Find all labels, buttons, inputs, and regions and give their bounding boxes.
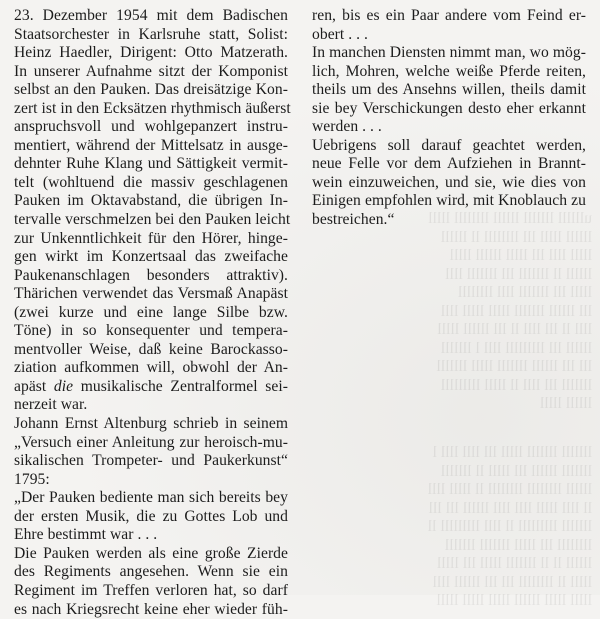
text-line: 23. Dezember 1954 mit dem Badischen [14, 7, 288, 26]
text-line: sikalischen Trompeter- und Paukerkunst“ [14, 452, 288, 471]
text-line: ziation aufkommen will, obwohl der An- [14, 359, 288, 378]
text-segment: apäst [14, 378, 54, 395]
text-line: telt (wohltuend die massiv geschlagenen [14, 174, 288, 193]
text-line: „Versuch einer Anleitung zur heroisch-mu- [14, 434, 288, 453]
text-line: bestreichen.“ [312, 211, 586, 230]
text-line: Pauken im Oktavabstand, die übrigen In- [14, 192, 288, 211]
text-line: Heinz Haedler, Dirigent: Otto Matzerath. [14, 44, 288, 63]
right-text-column [312, 7, 586, 230]
text-line: es nach Kriegsrecht keine eher wieder füh- [14, 601, 288, 619]
text-line: Einigen empfohlen wird, mit Knoblauch zu [312, 192, 586, 211]
text-line: anspruchsvoll und wohlgepanzert instru- [14, 118, 288, 137]
text-line: Thärichen verwendet das Versmaß Anapäst [14, 285, 288, 304]
text-line: gen wirkt im Konzertsaal das zweifache [14, 248, 288, 267]
text-line: lich, Mohren, welche weiße Pferde reiten, [312, 63, 586, 82]
text-line: theils um des Ansehns willen, theils damit [312, 81, 586, 100]
text-line: neue Felle vor dem Aufziehen in Brannt- [312, 155, 586, 174]
text-line: Ehre bestimmt war . . . [14, 526, 288, 545]
text-line: mentiert, während der Mittelsatz in ausge- [14, 137, 288, 156]
text-line: 1795: [14, 471, 288, 490]
text-line: obert . . . [312, 26, 586, 45]
text-line: ren, bis es ein Paar andere vom Feind er- [312, 7, 586, 26]
left-text-column [14, 7, 288, 619]
text-line: sie bey Verschickungen desto eher erkannt [312, 100, 586, 119]
text-line: wein einzuweichen, und sie, wie dies von [312, 174, 586, 193]
text-line [14, 378, 288, 397]
text-line: nerzeit war. [14, 396, 288, 415]
text-line: In manchen Diensten nimmt man, wo mög- [312, 44, 586, 63]
text-line: zur Unkenntlichkeit für den Hörer, hinge- [14, 230, 288, 249]
text-line: der ersten Musik, die zu Gottes Lob und [14, 508, 288, 527]
text-line: Die Pauken werden als eine große Zierde [14, 545, 288, 564]
text-line: Johann Ernst Altenburg schrieb in seinem [14, 415, 288, 434]
text-line: Uebrigens soll darauf geachtet werden, [312, 137, 586, 156]
text-line: Töne) in so konsequenter und tempera- [14, 322, 288, 341]
text-line: Staatsorchester in Karlsruhe statt, Solist: [14, 26, 288, 45]
text-line: (zwei kurze und eine lange Silbe bzw. [14, 304, 288, 323]
text-line: In unserer Aufnahme sitzt der Komponist [14, 63, 288, 82]
text-line: des Regiments angesehen. Wenn sie ein [14, 563, 288, 582]
text-line: dehnter Ruhe Klang und Sättigkeit vermit- [14, 155, 288, 174]
text-line: zert ist in den Ecksätzen rhythmisch äußerst [14, 100, 288, 119]
text-line: „Der Pauken bediente man sich bereits bey [14, 489, 288, 508]
text-line: Paukenanschlagen besonders attraktiv). [14, 267, 288, 286]
reverse-side-bleed-through: ullllll lllllll llllll llllllll lllll llllll lllll lll llllllll ll llllll lllll llll lll lllll llllll lllll llllll ll lllllll lll lllllll llll lllll lll lllllll llll llllllll lll llllll lllllll lllll lllll llll llll ll lll llll ll lll llllll lllll llllll lll lllllllll llll l lllllll lll lll llllll lllllll lllll lllllll lllllll lll llll ll lllll lllllllll llllll lllll lllllll lllllll lllll lll llll llll l lllllll llllll lll lllll ll lllllll llllll llllllll llllllll ll lllll llll ll llll lllll llll llll llllll lll lll lllllll lllllllll ll llll lllllllll ll llllllll lll lllll lllllll lllllll llllll ll ll lllllll lllll lll lllll lllll ll llllllll lll lll llllll llll lllll lllll llllll lllll lllll lllll [312, 210, 592, 611]
text-segment: musikalische Zentralformel sei- [73, 378, 288, 395]
text-line: tervalle verschmelzen bei den Pauken leicht [14, 211, 288, 230]
text-line: selbst an den Pauken. Das dreisätzige Kon- [14, 81, 288, 100]
text-line: mentvoller Weise, daß keine Barockasso- [14, 341, 288, 360]
text-line: werden . . . [312, 118, 586, 137]
text-line: Regiment im Treffen verloren hat, so darf [14, 582, 288, 601]
emphasized-word: die [54, 378, 73, 395]
